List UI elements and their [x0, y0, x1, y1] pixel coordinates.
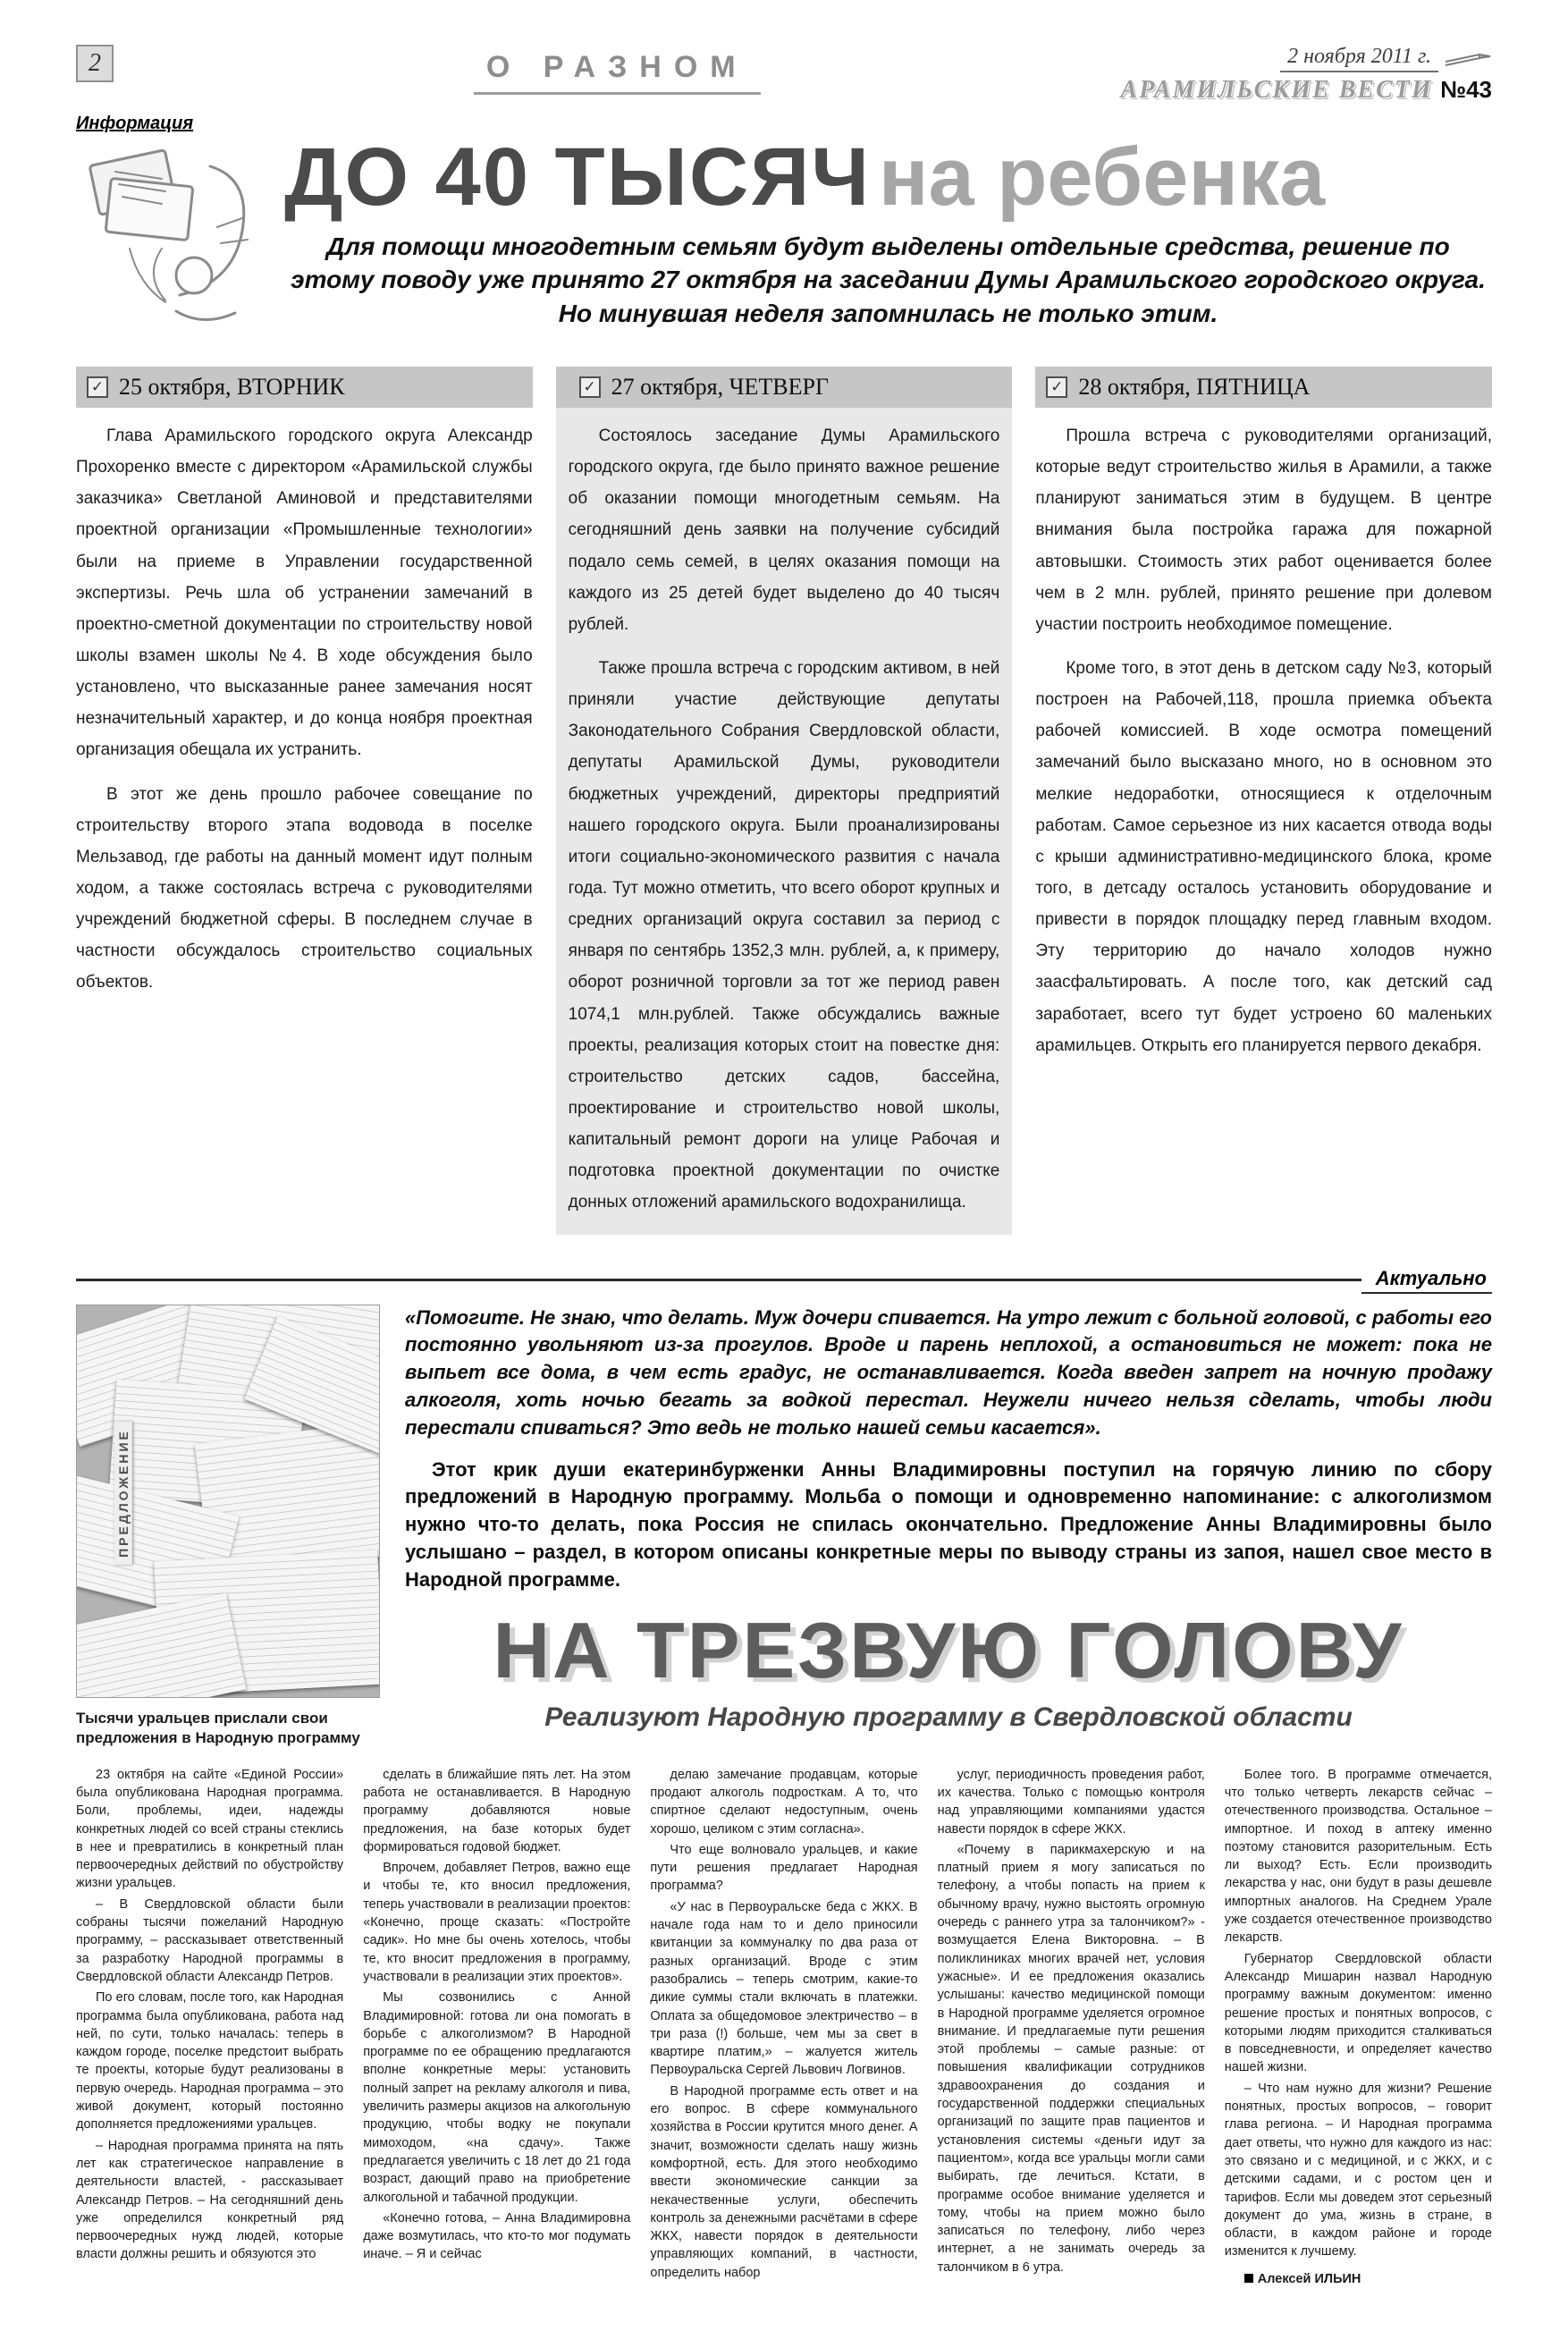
rubric-aktualno: Актуально — [1361, 1267, 1492, 1294]
body-paragraph: Что еще волновало уральцев, и какие пути решения предлагает Народная программа? — [650, 1842, 918, 1894]
kicker-information: Информация — [76, 114, 194, 133]
body-paragraph: Впрочем, добавляет Петров, важно еще и чтобы те, кто вносил предложения, теперь участвовали в реализации проектов: «Конечно, проще сказать: «Постройте садик». Но мне бы очень хотелось, чтобы те, кто вносит предложения в программу, участвовали в реализации этих проектов». — [363, 1861, 631, 1984]
body-paragraph: Кроме того, в этот день в детском саду №3, который построен на Рабочей,118, прошла приемка объекта рабочей комиссией. В ходе осмотра помещений замечаний было высказано много, но в основном это мелкие недоработки, относящиеся к отделочным работам. Самое серьезное из них касается отвода воды с крыши административно-медицинского блока, кроме того, в детсаду осталось установить оборудование и привести в порядок площадку перед главным входом. Эту территорию до начало холодов нужно заасфальтировать. А после того, как детский сад заработает, всего тут будет устроено 60 маленьких арамильцев. Открыть его планируется первого декабря. — [1035, 658, 1492, 1055]
day-column-thursday — [556, 367, 1013, 1235]
issue-number: №43 — [1440, 76, 1492, 103]
masthead: АРАМИЛЬСКИЕ ВЕСТИ — [1120, 76, 1433, 104]
photo-block — [76, 1305, 380, 1748]
feature-right — [405, 1305, 1492, 1748]
article-headline — [284, 131, 1492, 223]
day-column-tuesday — [76, 367, 533, 1235]
section-title-wrap — [114, 45, 1121, 95]
body-paragraph: Также прошла встреча с городским активом, в ней приняли участие действующие депутаты Законодательного Собрания Свердловской области, депутаты Арамильской Думы, руководители бюджетных учреждений, директоры предприятий нашего городского округа. Были проанализированы итоги социально-экономического развития с начала года. Тут можно отметить, что всего оборот крупных и средних организаций округа составил за период с января по сентябрь 1352,3 млн. рублей, а, к примеру, оборот розничной торговли за тот же период равен 1074,1 млн.рублей. Также обсуждались важные проекты, реализация которых стоит на повестке дня: строительство детских садов, бассейна, проектирование и строительство новой школы, капитальный ремонт дороги на улице Рабочая и подготовка проектной документации по очистке донных отложений арамильского водохранилища. — [568, 658, 1000, 1212]
body-paragraph: Состоялось заседание Думы Арамильского городского округа, где было принято важное решение об оказании помощи многодетным семьям. На сегодняшний день заявки на получение субсидий подало семь семей, в целях оказания помощи на каждого из 25 детей будет выделено до 40 тысяч рублей. — [568, 427, 1000, 634]
author-marker-icon — [1244, 2274, 1253, 2283]
day-header-label: 28 октября, ПЯТНИЦА — [1078, 374, 1311, 400]
body-paragraph: Губернатор Свердловской области Александр Мишарин назвал Народную программу важным документом: именно решение простых и понятных вопросов, с которыми людям приходится сталкиваться в повседневности, и определяет качество нашей жизни. — [1224, 1951, 1492, 2075]
headline-and-lead — [284, 131, 1492, 347]
feature-column-3 — [650, 1766, 917, 2291]
letter-paper — [76, 1592, 246, 1698]
feature-column-4 — [938, 1766, 1205, 2291]
body-paragraph: «У нас в Первоуральске беда с ЖКХ. В начале года нам то и дело приносили квитанции за коммуналку по два раза от разных организаций. Вроде с этим разобрались – теперь смотрим, какие-то дикие суммы стали включать в платежки. Оплата за общедомовое электричество – в три раза (!) больше, чем мы за свет в квартире платим,» – жалуется житель Первоуральска Сергей Львович Логвинов. — [650, 1899, 918, 2078]
photo-paper-label: ПРЕДЛОЖЕНИЕ — [114, 1422, 132, 1565]
body-paragraph: «Почему в парикмахерскую и на платный прием я могу записаться по телефону, а чтобы попасть на прием к обычному врачу, нужно выстоять огромную очередь с раннего утра за талончиком?» - возмущается Елена Викторовна. – В поликлиниках многих врачей нет, условия ужасные». И ее предложения оказались услышаны: качество медицинской помощи в Народной программе уделяется огромное внимание. И предлагаемые пути решения этой проблемы – самые разные: от повышения квалификации сотрудников здравоохранения до создания и государственной поддержки специальных организаций по защите прав пациентов и установления системы «деньги идут за пациентом», когда все уральцы могли сами выбирать, где лечиться. Кстати, в программе особое внимание уделяется и тому, чтобы на прием можно было записаться по телефону, либо через интернет, а не занимать очередь за талончиком в 6 утра. — [937, 1842, 1205, 2275]
calendar-check-icon — [1046, 376, 1067, 398]
day-header-label: 25 октября, ВТОРНИК — [119, 374, 345, 400]
feature-column-5 — [1225, 1766, 1492, 2291]
feature-column-2 — [363, 1766, 630, 2291]
calendar-check-icon — [579, 376, 601, 398]
feature-columns — [76, 1766, 1492, 2291]
rubric-divider — [76, 1279, 1361, 1281]
body-paragraph: Более того. В программе отмечается, что только четверть лекарств сейчас – отечественного производства. Остальное – импортное. И поход в аптеку именно поэтому становится разорительным. Есть ли выход? Есть. Если производить лекарства у нас, они будут в разы дешевле импортных аналогов. На Среднем Урале уже создается отечественное производство лекарств. — [1224, 1767, 1492, 1946]
author-name: Алексей ИЛЬИН — [1257, 2271, 1361, 2286]
headline-tail: на ребенка — [878, 131, 1326, 223]
body-paragraph: сделать в ближайшие пять лет. На этом работа не останавливается. В Народную программу добавляются новые предложения, на базе которых будет формироваться годовой бюджет. — [363, 1767, 631, 1854]
feature-subhead: Реализуют Народную программу в Свердловской области — [544, 1702, 1353, 1733]
body-paragraph: услуг, периодичность проведения работ, их качества. Только с помощью контроля над управляющими компаниями удастся навести порядок в сфере ЖКХ. — [937, 1767, 1205, 1837]
body-paragraph: делаю замечание продавцам, которые продают алкоголь подросткам. А то, что спиртное сделают недоступным, очень хорошо, целиком с этим согласна». — [650, 1767, 918, 1837]
pencil-icon — [1444, 51, 1492, 67]
photo-caption: Тысячи уральцев прислали свои предложения в Народную программу — [76, 1709, 360, 1746]
body-paragraph: По его словам, после того, как Народная программа была опубликована, работа над ней, по сути, только началась: теперь в каждом городе, поселке предстоит выбрать те проекты, которые будут реализованы в первую очередь. Народная программа – это живой документ, который постоянно дополняется предложениями уральцев. — [76, 1990, 344, 2133]
feature-top — [76, 1305, 1492, 1748]
rubric-row — [76, 1267, 1492, 1294]
body-paragraph: – Народная программа принята на пять лет как стратегическое направление в деятельности властей, - рассказывает Александр Петров. – На сегодняшний день уже определился конкретный ряд первоочередных нужд людей, которые власти должны решить и обязуются это — [76, 2138, 344, 2262]
lead-paragraph: Для помощи многодетным семьям будут выделены отдельные средства, решение по этому поводу уже принято 27 октября на заседании Думы Арамильского городского округа. Но минувшая неделя запомнилась не только этим. — [291, 232, 1486, 328]
body-paragraph: – Что нам нужно для жизни? Решение понятных, простых вопросов, – говорит глава региона. – И Народная программа дает ответы, что нужно для каждого из нас: это связано и с медициной, и с ЖКХ, и с детскими садами, и с ростом цен и тарифов. Если мы доведем этот серьезный документ до ума, жизнь в стране, в области, в каждом районе и городе изменится к лучшему. — [1224, 2081, 1492, 2259]
body-paragraph: «Конечно готова, – Анна Владимировна даже возмутилась, что кто-то мог подумать иначе. – Я и сейчас — [363, 2210, 631, 2262]
author-line — [1225, 2270, 1492, 2288]
proposals-letters-photo — [76, 1305, 380, 1698]
child-money-illustration — [76, 134, 268, 347]
day-columns — [76, 367, 1492, 1235]
article-info — [76, 114, 1492, 1235]
calendar-check-icon — [87, 376, 108, 398]
body-paragraph: Глава Арамильского городского округа Александр Прохоренко вместе с директором «Арамильской службы заказчика» Светланой Аминовой и представителями проектной организации «Промышленные технологии» были на приеме в Управлении государственной экспертизы. Речь шла об устранении замечаний в проектно-сметной документации по строительству новой школы взамен школы №4. В ходе обсуждения было установлено, что высказанные ранее замечания носят незначительный характер, и до конца ноября проектная организация обещала их устранить. — [76, 427, 533, 760]
masthead-block — [1121, 45, 1492, 105]
issue-date: 2 ноября 2011 г. — [1280, 45, 1438, 72]
body-paragraph: В Народной программе есть ответ и на его вопрос. В сфере коммунального хозяйства в России крутится много денег. А значит, возможности сделать нашу жизнь комфортной, есть. Для этого необходимо ввести экономические санкции за некачественные услуги, обеспечить контроль за денежными расчётами в сфере ЖКХ, навести порядок в деятельности управляющих компаний, в частности, определить набор — [650, 2083, 918, 2280]
feature-headline: НА ТРЕЗВУЮ ГОЛОВУ — [493, 1606, 1404, 1695]
headline-main: ДО 40 ТЫСЯЧ — [284, 131, 872, 223]
page-header — [76, 45, 1492, 105]
feature-column-1 — [76, 1766, 343, 2291]
headline-row — [76, 131, 1492, 347]
day-header-thursday — [556, 367, 1013, 408]
day-header-friday — [1035, 367, 1492, 408]
day-header-tuesday — [76, 367, 533, 408]
body-paragraph: – В Свердловской области были собраны тысячи пожеланий Народную программу, – рассказывает ответственный за разработку Народной программы в Свердловской области Александр Петров. — [76, 1896, 344, 1984]
page-number: 2 — [76, 45, 114, 82]
body-paragraph: Мы созвонились с Анной Владимировной: готова ли она помогать в борьбе с алкоголизмом? В Народной программе по ее обращению предлагаются вполне конкретные меры: установить полный запрет на рекламу алкоголя и пива, увеличить размеры акцизов на алкогольную продукцию, чтобы водку не покупали мимоходом, «на сдачу». Также предлагается увеличить с 18 лет до 21 года возраст, дающий право на приобретение алкогольной и табачной продукции. — [363, 1990, 631, 2205]
feature-intro: Этот крик души екатеринбурженки Анны Владимировны поступил на горячую линию по сбору предложений в Народную программу. Мольба о помощи и одновременно напоминание: с алкоголизмом нужно что-то делать, пока Россия не спилась окончательно. Предложение Анны Владимировны было услышано – раздел, в котором описаны конкретные меры по выводу страны из запоя, нашел свое место в Народной программе. — [405, 1457, 1492, 1591]
body-paragraph: В этот же день прошло рабочее совещание по строительству второго этапа водовода в поселке Мельзавод, где работы на данный момент идут полным ходом, а также состоялась встреча с руководителями учреждений бюджетной сферы. В последнем случае в частности обсуждалось строительство социальных объектов. — [76, 784, 533, 992]
day-column-friday — [1035, 367, 1492, 1235]
day-header-label: 27 октября, ЧЕТВЕРГ — [611, 374, 829, 400]
body-paragraph: 23 октября на сайте «Единой России» была опубликована Народная программа. Боли, проблемы, идеи, надежды конкретных людей со всей страны стеклись в нее и превратились в конкретный план первоочередных действий по обустройству жизни уральцев. — [76, 1767, 344, 1891]
body-paragraph: Прошла встреча с руководителями организаций, которые ведут строительство жилья в Арамили, а также планируют заниматься этим в будущем. В центре внимания была постройка гаража для пожарной автовышки. Стоимость этих работ оценивается более чем в 2 млн. рублей, принято решение при долевом участии построить необходимое помещение. — [1035, 427, 1492, 634]
article-aktualno — [76, 1267, 1492, 2292]
section-title: О РАЗНОМ — [474, 50, 761, 95]
reader-quote: «Помогите. Не знаю, что делать. Муж дочери спивается. На утро лежит с больной головой, с работы его постоянно увольняют из-за прогулов. Вроде и парень неплохой, а остановиться не может: пока не выпьет все дома, в чем есть градус, не останавливается. Когда введен запрет на ночную продажу алкоголя, хоть ночью бегать за водкой перестал. Неужели ничего нельзя сделать, чтобы люди перестали спиваться? Это ведь не только нашей семьи касается». — [405, 1305, 1492, 1439]
